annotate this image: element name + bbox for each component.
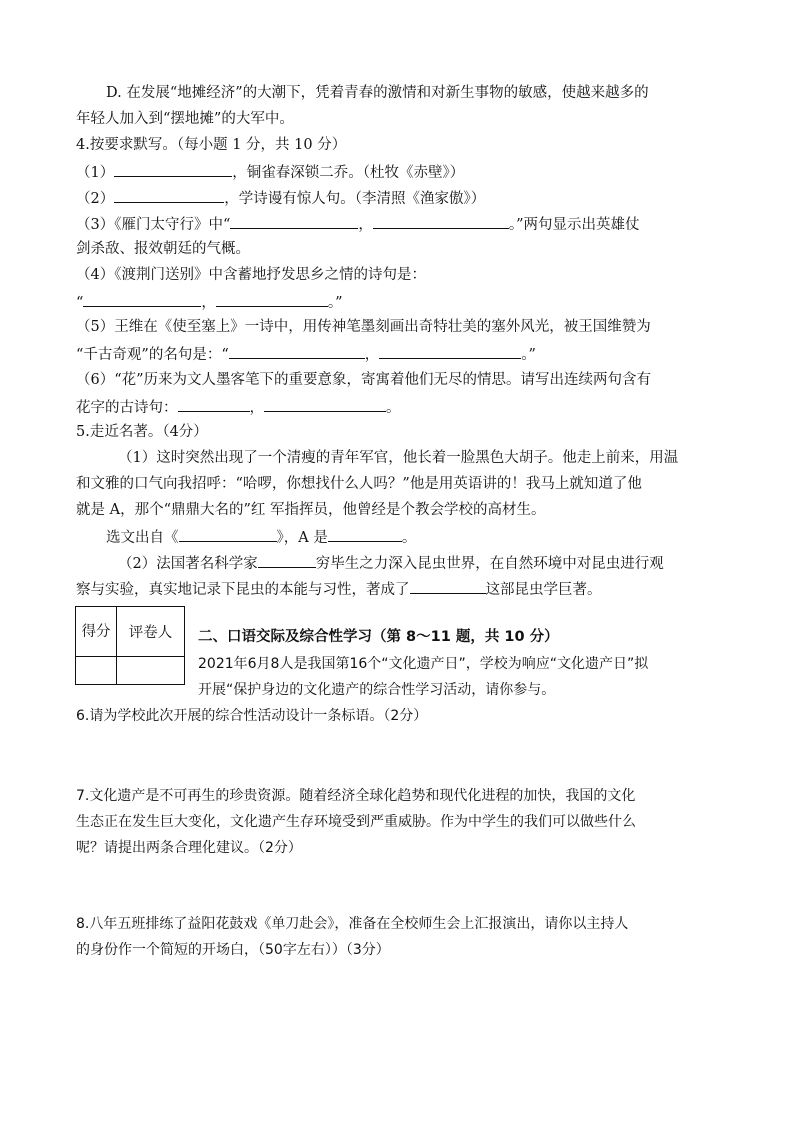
q5-p2-line1: [118, 552, 664, 574]
q4-item3: [76, 213, 640, 235]
q4-item4-line2: [76, 291, 343, 313]
q4-item3-line2: 剑杀敌、报效朝廷的气概。: [76, 241, 250, 257]
answer-blank[interactable]: [410, 578, 486, 594]
q4-item6-line2: [76, 396, 401, 418]
q3-option-d-line2: 年轻人加入到“摆地摊”的大军中。: [76, 111, 294, 127]
answer-blank[interactable]: [328, 526, 402, 542]
score-cell[interactable]: [76, 657, 117, 685]
answer-blank[interactable]: [114, 161, 232, 177]
section2-intro-line2: 开展“保护身边的文化遗产的综合性学习活动，请你参与。: [198, 682, 556, 698]
q5-p2-line2-pre: 察与实验，真实地记录下昆虫的本能与习性，著成了: [76, 582, 410, 598]
answer-blank[interactable]: [179, 526, 277, 542]
section2-title: 二、口语交际及综合性学习（第 8～11 题，共 10 分）: [198, 629, 559, 645]
answer-blank[interactable]: [379, 343, 521, 359]
q5-p1-line1: （1）这时突然出现了一个清瘦的青年军官，他长着一脸黑色大胡子。他走上前来，用温: [118, 450, 679, 466]
q4-item4-open: “: [76, 295, 84, 311]
answer-blank[interactable]: [216, 291, 328, 307]
q5-select-post: 。: [401, 530, 417, 546]
q4-item1-num: （1）: [76, 165, 115, 181]
q4-item5-mid: ，: [364, 347, 380, 363]
q5-p2-line2: [76, 578, 602, 600]
answer-blank[interactable]: [178, 396, 250, 412]
q4-heading: 4.按要求默写。（每小题 1 分，共 10 分）: [76, 137, 347, 153]
answer-blank[interactable]: [258, 552, 316, 568]
q4-item5-post: 。”: [521, 347, 536, 363]
q4-item3-pre: （3）《雁门太守行》中“: [76, 217, 231, 233]
answer-blank[interactable]: [229, 343, 365, 359]
q5-select-pre: 选文出自《: [106, 530, 179, 546]
q6-text: 6.请为学校此次开展的综合性活动设计一条标语。（2分）: [76, 708, 428, 724]
q4-item5-line2: [76, 343, 536, 365]
q4-item4-close: 。”: [327, 295, 343, 311]
q7-line1: 7.文化遗产是不可再生的珍贵资源。随着经济全球化趋势和现代化进程的加快，我国的文化: [76, 788, 636, 804]
q7-line3: 呢？请提出两条合理化建议。（2分）: [76, 840, 302, 856]
q3-option-d-line1: D. 在发展“地摊经济”的大潮下，凭着青春的激情和对新生事物的敏感，使越来越多的: [106, 85, 649, 101]
answer-blank[interactable]: [230, 213, 358, 229]
section2-intro-line1: 2021年6月8人是我国第16个“文化遗产日”，学校为响应“文化遗产日”拟: [198, 656, 649, 672]
answer-blank[interactable]: [264, 396, 386, 412]
q4-item1: [76, 161, 464, 183]
q4-item5-line1: （5）王维在《使至塞上》一诗中，用传神笔墨刻画出奇特壮美的塞外风光，被王国维赞为: [76, 319, 651, 335]
q4-item6-pre: 花字的古诗句：: [76, 400, 178, 416]
q4-item2-text: ，学诗谩有惊人句。（李清照《渔家傲》）: [224, 191, 486, 207]
q4-item1-text: ，铜雀春深锁二乔。（杜牧《赤壁》）: [232, 165, 465, 181]
q7-line2: 生态正在发生巨大变化，文化遗产生存环境受到严重威胁。作为中学生的我们可以做些什么: [76, 814, 636, 830]
q4-item3-mid: ，: [358, 217, 373, 233]
q4-item4-mid: ，: [201, 295, 216, 311]
q4-item5-pre: “千古奇观”的名句是：“: [76, 347, 229, 363]
score-header-grader: 评卷人: [117, 607, 185, 657]
q5-p2-post: 穷毕生之力深入昆虫世界，在自然环境中对昆虫进行观: [315, 556, 664, 572]
answer-blank[interactable]: [373, 213, 509, 229]
q8-line2: 的身份作一个简短的开场白，（50字左右））（3分）: [76, 942, 390, 958]
q5-p1-line2: 和文雅的口气向我招呼：“哈啰，你想找什么人吗？”他是用英语讲的！我马上就知道了他: [76, 476, 642, 492]
q4-item6-mid: ，: [249, 400, 264, 416]
q5-p2-pre: （2）法国著名科学家: [118, 556, 258, 572]
q5-heading: 5.走近名著。（4分）: [76, 424, 208, 440]
q5-p1-line3: 就是 A，那个“鼎鼎大名的”红 军指挥员，他曾经是个教会学校的高材生。: [76, 502, 546, 518]
q5-select-mid: 》，A 是: [276, 530, 328, 546]
q8-line1: 8.八年五班排练了益阳花鼓戏《单刀赴会》，准备在全校师生会上汇报演出，请你以主持人: [76, 916, 629, 932]
score-table: [75, 606, 185, 685]
q4-item2-num: （2）: [76, 191, 115, 207]
score-header-defen: 得分: [76, 607, 117, 657]
q5-p1-select: [106, 526, 416, 548]
q4-item3-post: 。”两句显示出英雄仗: [508, 217, 640, 233]
q4-item4-line1: （4）《渡荆门送别》中含蓄地抒发思乡之情的诗句是：: [76, 267, 426, 283]
answer-blank[interactable]: [83, 291, 201, 307]
grader-cell[interactable]: [117, 657, 185, 685]
q4-item6-line1: （6）“花”历来为文人墨客笔下的重要意象，寄寓着他们无尽的情思。请写出连续两句含有: [76, 372, 652, 388]
answer-blank[interactable]: [114, 187, 224, 203]
q5-p2-line2-post: 这部昆虫学巨著。: [485, 582, 602, 598]
q4-item6-post: 。: [386, 400, 401, 416]
q4-item2: [76, 187, 485, 209]
